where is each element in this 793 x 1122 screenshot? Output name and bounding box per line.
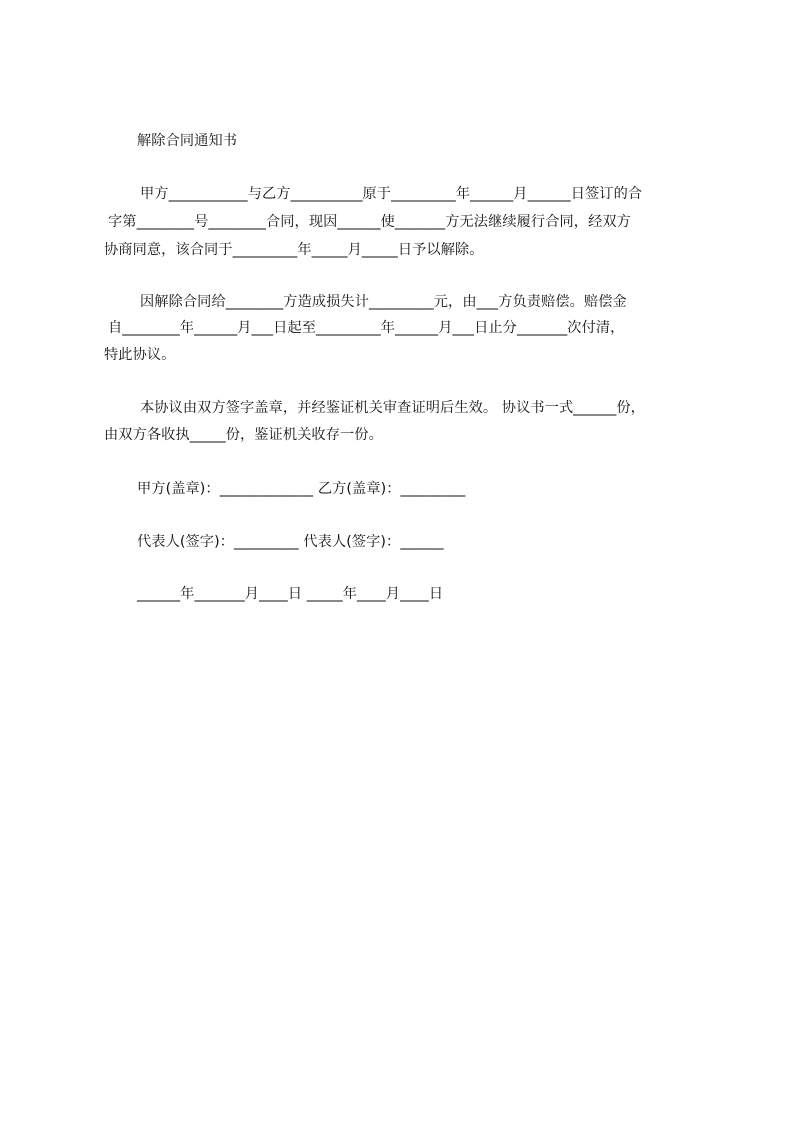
seal-line: 甲方(盖章)：_____________ 乙方(盖章)：_________ (137, 481, 466, 497)
paragraph-line: 甲方___________与乙方__________原于_________年______月______日签订的合 (140, 186, 643, 202)
paragraph-line: 由双方各收执_____份，鉴证机关收存一份。 (104, 427, 383, 443)
paragraph-line: 特此协议。 (104, 347, 176, 363)
paragraph-line: 因解除合同给________方造成损失计_________元，由___方负责赔偿。赔偿金 (140, 294, 627, 310)
paragraph-line: 自________年______月___日起至_________年______月___日止分_______次付清， (108, 320, 625, 336)
representative-line: 代表人(签字)：_________ 代表人(签字)：______ (137, 534, 444, 550)
date-line: ______年_______月____日 _____年____月____日 (137, 586, 444, 602)
document-title: 解除合同通知书 (137, 133, 238, 149)
paragraph-line: 字第________号________合同，现因______使_______方无法继续履行合同，经双方 (108, 214, 631, 230)
paragraph-line: 本协议由双方签字盖章，并经鉴证机关审查证明后生效。 协议书一式______份， (140, 400, 645, 416)
paragraph-line: 协商同意，该合同于_________年_____月_____日予以解除。 (104, 242, 484, 258)
